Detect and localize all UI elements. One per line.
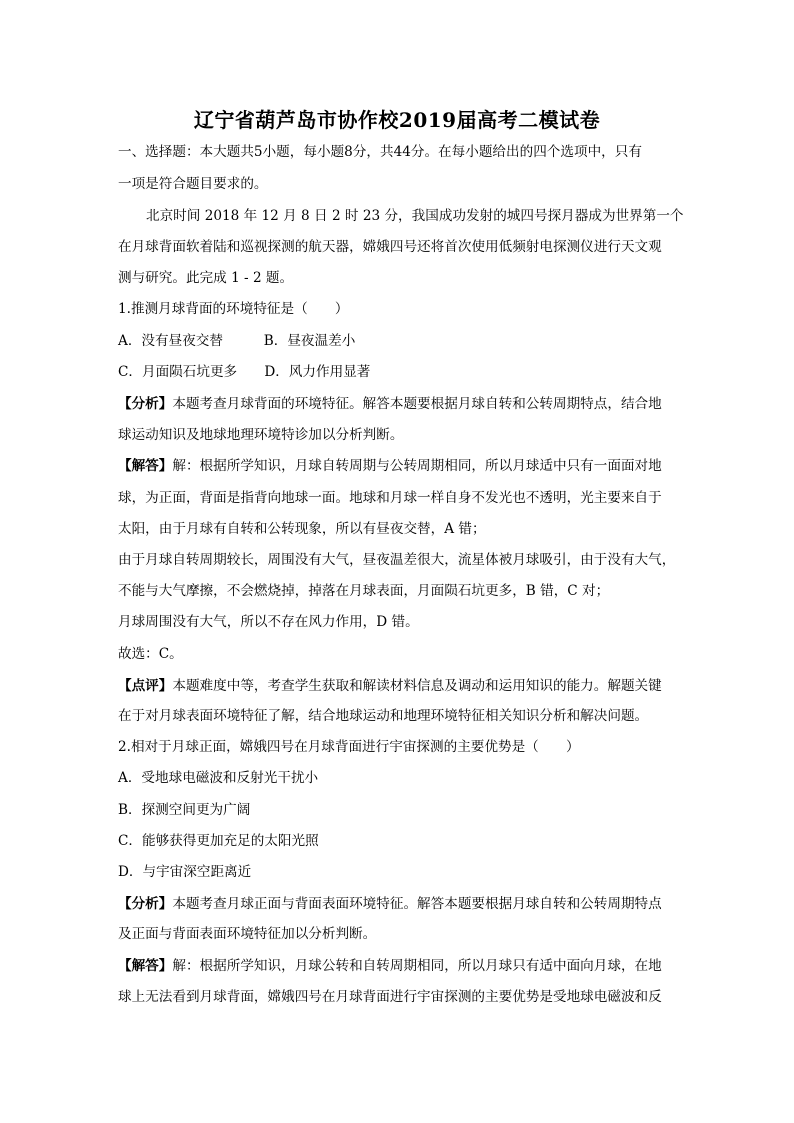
- question-1-comment-line-2: 在于对月球表面环境特征了解，结合地球运动和地理环境特征相关知识分析和解决问题。: [118, 708, 649, 724]
- passage-line-3: 测与研究。此完成 1 - 2 题。: [118, 270, 294, 286]
- question-1-answer-line-4: 由于月球自转周期较长，周围没有大气，昼夜温差很大，流星体被月球吸引，由于没有大气，: [118, 552, 676, 568]
- question-2-option-b: B．探测空间更为广阔: [118, 802, 251, 818]
- question-1-answer-line-5: 不能与大气摩擦，不会燃烧掉，掉落在月球表面，月面陨石坑更多，B 错，C 对；: [118, 583, 610, 599]
- passage-line-2: 在月球背面软着陆和巡视探测的航天器，嫦娥四号还将首次使用低频射电探测仪进行天文观: [118, 239, 662, 255]
- question-1-answer-line-1: [118, 456, 678, 476]
- answer-tag: 【解答】: [118, 458, 173, 474]
- answer-tag: 【解答】: [118, 958, 173, 974]
- question-1-stem: 1.推测月球背面的环境特征是（ ）: [118, 301, 349, 317]
- question-1-answer-line-7: 故选：C。: [118, 646, 183, 662]
- question-2-analysis-line-2: 及正面与背面表面环境特征加以分析判断。: [118, 926, 377, 942]
- question-1-answer-line-6: 月球周围没有大气，所以不存在风力作用，D 错。: [118, 614, 419, 630]
- question-1-options-cd: C．月面陨石坑更多 D．风力作用显著: [118, 364, 371, 380]
- question-2-answer-line-2: 球上无法看到月球背面，嫦娥四号在月球背面进行宇宙探测的主要优势是受地球电磁波和反: [118, 989, 662, 1005]
- question-1-comment-line-1: [118, 676, 678, 696]
- question-2-option-c: C．能够获得更加充足的太阳光照: [118, 833, 319, 849]
- question-1-answer-line-2: 球，为正面，背面是指背向地球一面。地球和月球一样自身不发光也不透明，光主要来自于: [118, 490, 662, 506]
- question-2-option-a: A．受地球电磁波和反射光干扰小: [118, 770, 319, 786]
- comment-tag: 【点评】: [118, 678, 173, 694]
- answer-text: 解：根据所学知识，月球自转周期与公转周期相同，所以月球适中只有一面面对地: [172, 458, 662, 474]
- question-2-option-d: D．与宇宙深空距离近: [118, 864, 252, 880]
- question-2-stem: 2.相对于月球正面，嫦娥四号在月球背面进行宇宙探测的主要优势是（ ）: [118, 739, 580, 755]
- answer-text: 解：根据所学知识，月球公转和自转周期相同，所以月球只有适中面向月球，在地: [172, 958, 662, 974]
- question-1-analysis-line-2: 球运动知识及地球地理环境特诊加以分析判断。: [118, 427, 404, 443]
- question-1-options-ab: A．没有昼夜交替 B．昼夜温差小: [118, 333, 356, 349]
- question-2-analysis-line-1: [118, 894, 678, 914]
- question-1-analysis-line-1: [118, 394, 678, 414]
- analysis-tag: 【分析】: [118, 896, 173, 912]
- question-2-answer-line-1: [118, 956, 678, 976]
- comment-text: 本题难度中等，考查学生获取和解读材料信息及调动和运用知识的能力。解题关键: [172, 678, 662, 694]
- question-1-answer-line-3: 太阳，由于月球有自转和公转现象，所以有昼夜交替，A 错；: [118, 521, 486, 537]
- analysis-tag: 【分析】: [118, 396, 173, 412]
- analysis-text: 本题考查月球背面的环境特征。解答本题要根据月球自转和公转周期特点，结合地: [172, 396, 662, 412]
- section-instruction-line-1: 一、选择题：本大题共5小题，每小题8分，共44分。在每小题给出的四个选项中，只有: [118, 144, 642, 160]
- section-instruction-line-2: 一项是符合题目要求的。: [118, 176, 268, 192]
- document-title: 辽宁省葫芦岛市协作校2019届高考二模试卷: [193, 108, 601, 132]
- analysis-text: 本题考查月球正面与背面表面环境特征。解答本题要根据月球自转和公转周期特点: [172, 896, 662, 912]
- passage-line-1: 北京时间 2018 年 12 月 8 日 2 时 23 分，我国成功发射的城四号探月器成为世界第一个: [146, 208, 684, 224]
